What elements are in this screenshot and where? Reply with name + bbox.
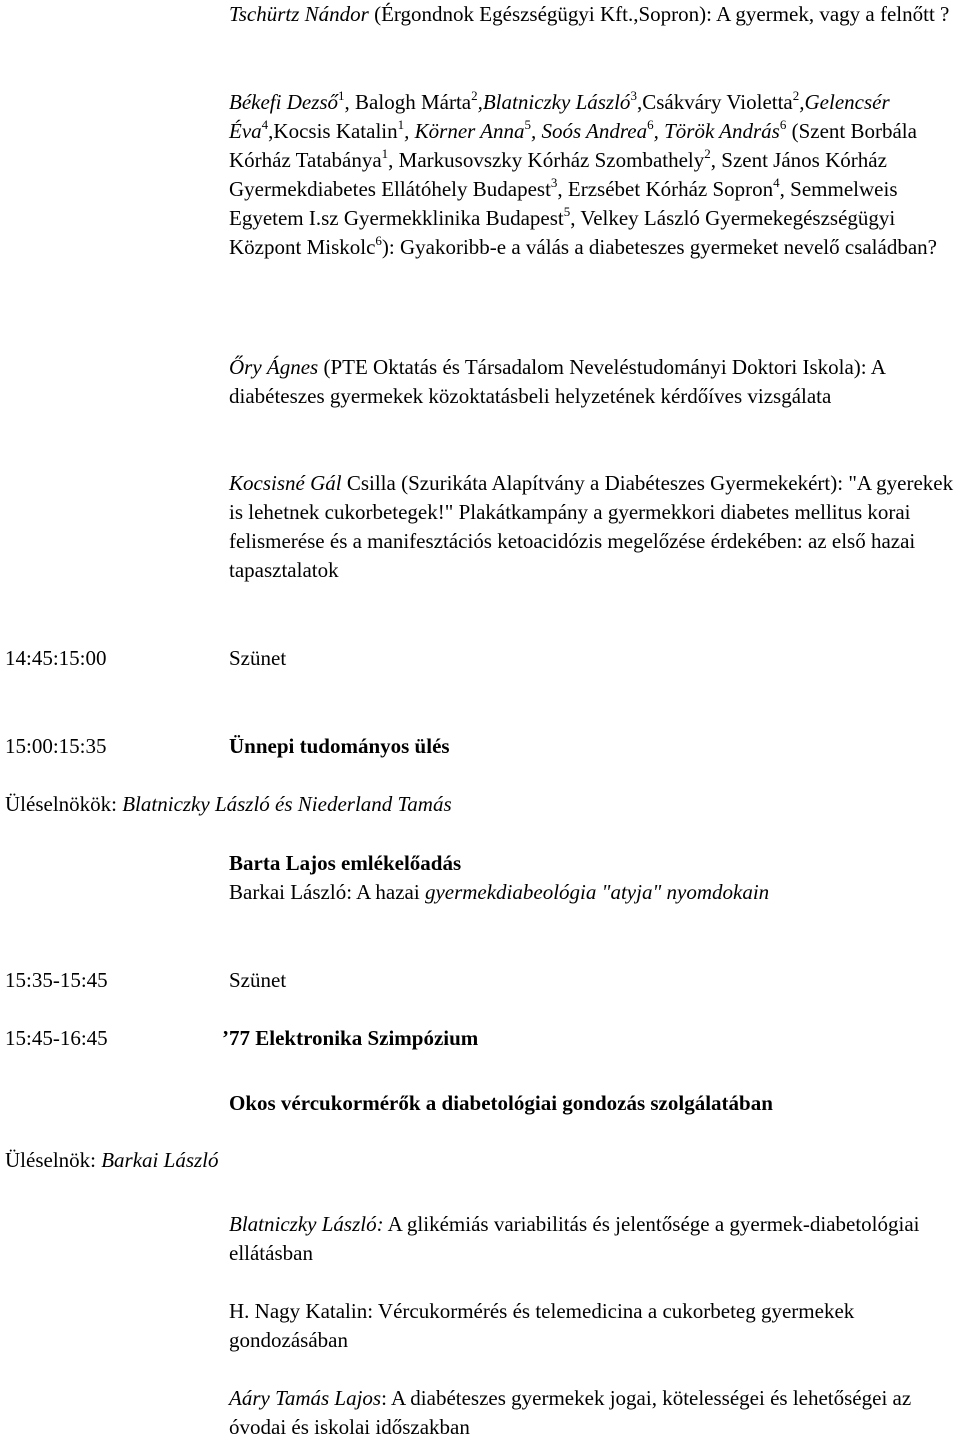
chairs-names: Blatniczky László és Niederland Tamás (122, 792, 452, 816)
ceremony-time: 15:00:15:35 (5, 734, 107, 758)
author-segment: , Balogh Márta (344, 90, 472, 114)
affiliation-text: , Szent János Kórház Gyermekdiabetes Ellátóhely Budapest (229, 148, 887, 201)
symposium-time: 15:45-16:45 (5, 1026, 108, 1050)
entry-tschurtz (229, 0, 960, 29)
talk-blatniczky (229, 1210, 960, 1268)
chairs-1 (5, 790, 452, 819)
entry-bekefi (229, 88, 960, 262)
speaker-name: Blatniczky László: (229, 1212, 384, 1236)
session-title: Ünnepi tudományos ülés (229, 734, 450, 758)
affiliation-mark: 6 (647, 117, 654, 132)
author-segment: ,Blatniczky László (477, 90, 631, 114)
affiliation-mark: 2 (704, 146, 711, 161)
affiliation-mark: 1 (338, 88, 345, 103)
affiliation-mark: 1 (397, 117, 405, 132)
talk-text: Csilla (Szurikáta Alapítvány a Diabéteszes Gyermekekért): "A gyerekek is lehetnek cukorbetegek!" Plakátkampány a gyermekkori diabetes mellitus korai felismerése és a manifesztációs ketoacidózis megelőzése érdekében: az első hazai tapasztalatok (229, 471, 954, 582)
author-name: Kocsisné Gál (229, 471, 342, 495)
author-segment: ,Kocsis Katalin (268, 119, 398, 143)
affiliation-mark: 6 (375, 233, 382, 248)
speaker-name: H. Nagy Katalin (229, 1299, 368, 1323)
ceremony-title (229, 732, 960, 761)
affiliation-mark: 3 (630, 88, 637, 103)
talk-title: : A diabéteszes gyermekek jogai, kötelességei és lehetőségei az óvodai és iskolai időszakban (229, 1386, 912, 1439)
talk-title: : Vércukormérés és telemedicina a cukorbeteg gyermekek gondozásában (229, 1299, 855, 1352)
memorial-talk: gyermekdiabeológia "atyja" nyomdokain (424, 880, 770, 904)
talk-text: (PTE Oktatás és Társadalom Neveléstudományi Doktori Iskola): A diabéteszes gyermekek közoktatásbeli helyzetének kérdőíves vizsgálata (229, 355, 885, 408)
speaker-name: Aáry Tamás Lajos (229, 1386, 382, 1410)
affiliation-text: , Erzsébet Kórház Sopron (557, 177, 774, 201)
memorial-lecture (229, 849, 960, 907)
break-1-title: Szünet (229, 646, 287, 670)
affiliation-mark: 3 (550, 175, 558, 190)
affiliation-mark: 1 (381, 146, 389, 161)
author-segment: , Török András (653, 119, 780, 143)
chairs-label: Üléselnökök: (5, 792, 123, 816)
affiliation-text: , Markusovszky Kórház Szombathely (388, 148, 705, 172)
affiliation-text: , Velkey László Gyermekegészségügyi Központ Miskolc (229, 206, 896, 259)
chairs-names: Barkai László (101, 1148, 219, 1172)
memorial-speaker: Barkai László (229, 880, 347, 904)
break-2-time: 15:35-15:45 (5, 968, 108, 992)
session-title: ’77 Elektronika Szimpózium (222, 1026, 479, 1050)
talk-text: (Érgondnok Egészségügyi Kft.,Sopron): A gyermek, vagy a felnőtt ? (368, 2, 950, 26)
author-segment: Békefi Dezső (229, 90, 339, 114)
talk-title: A glikémiás variabilitás és jelentősége a gyermek-diabetológiai ellátásban (229, 1212, 920, 1265)
entry-ory (229, 353, 960, 411)
affiliation-text: , Semmelweis Egyetem I.sz Gyermekklinika Budapest (229, 177, 898, 230)
affiliation-text: (Szent Borbála Kórház Tatabánya (229, 119, 917, 172)
memorial-title: Barta Lajos emlékelőadás (229, 851, 462, 875)
affiliation-mark: 6 (779, 117, 787, 132)
affiliation-mark: 4 (261, 117, 269, 132)
author-name: Tschürtz Nándor (229, 2, 369, 26)
memorial-separator: : A hazai (346, 880, 425, 904)
affiliation-mark: 5 (563, 204, 571, 219)
author-name: Őry Ágnes (229, 355, 319, 379)
author-segment: , Soós Andrea (531, 119, 648, 143)
author-segment: , Körner Anna (404, 119, 525, 143)
affiliation-mark: 2 (471, 88, 478, 103)
affiliation-mark: 5 (524, 117, 532, 132)
symposium-subtitle (229, 1089, 960, 1118)
symposium-title (222, 1024, 953, 1053)
chairs-label: Üléselnök: (5, 1148, 102, 1172)
author-segment: ,Csákváry Violetta (636, 90, 793, 114)
session-subtitle: Okos vércukormérők a diabetológiai gondozás szolgálatában (229, 1091, 773, 1115)
break-2-title: Szünet (229, 968, 287, 992)
author-segment: ,Gelencsér Éva (229, 90, 890, 143)
talk-nagy (229, 1297, 960, 1355)
talk-text: ): Gyakoribb-e a válás a diabeteszes gyermeket nevelő családban? (381, 235, 937, 259)
chairs-2 (5, 1146, 219, 1175)
break-1-time: 14:45:15:00 (5, 646, 107, 670)
entry-kocsisne (229, 469, 960, 585)
affiliation-mark: 4 (773, 175, 780, 190)
affiliation-mark: 2 (792, 88, 800, 103)
talk-aary (229, 1384, 960, 1442)
